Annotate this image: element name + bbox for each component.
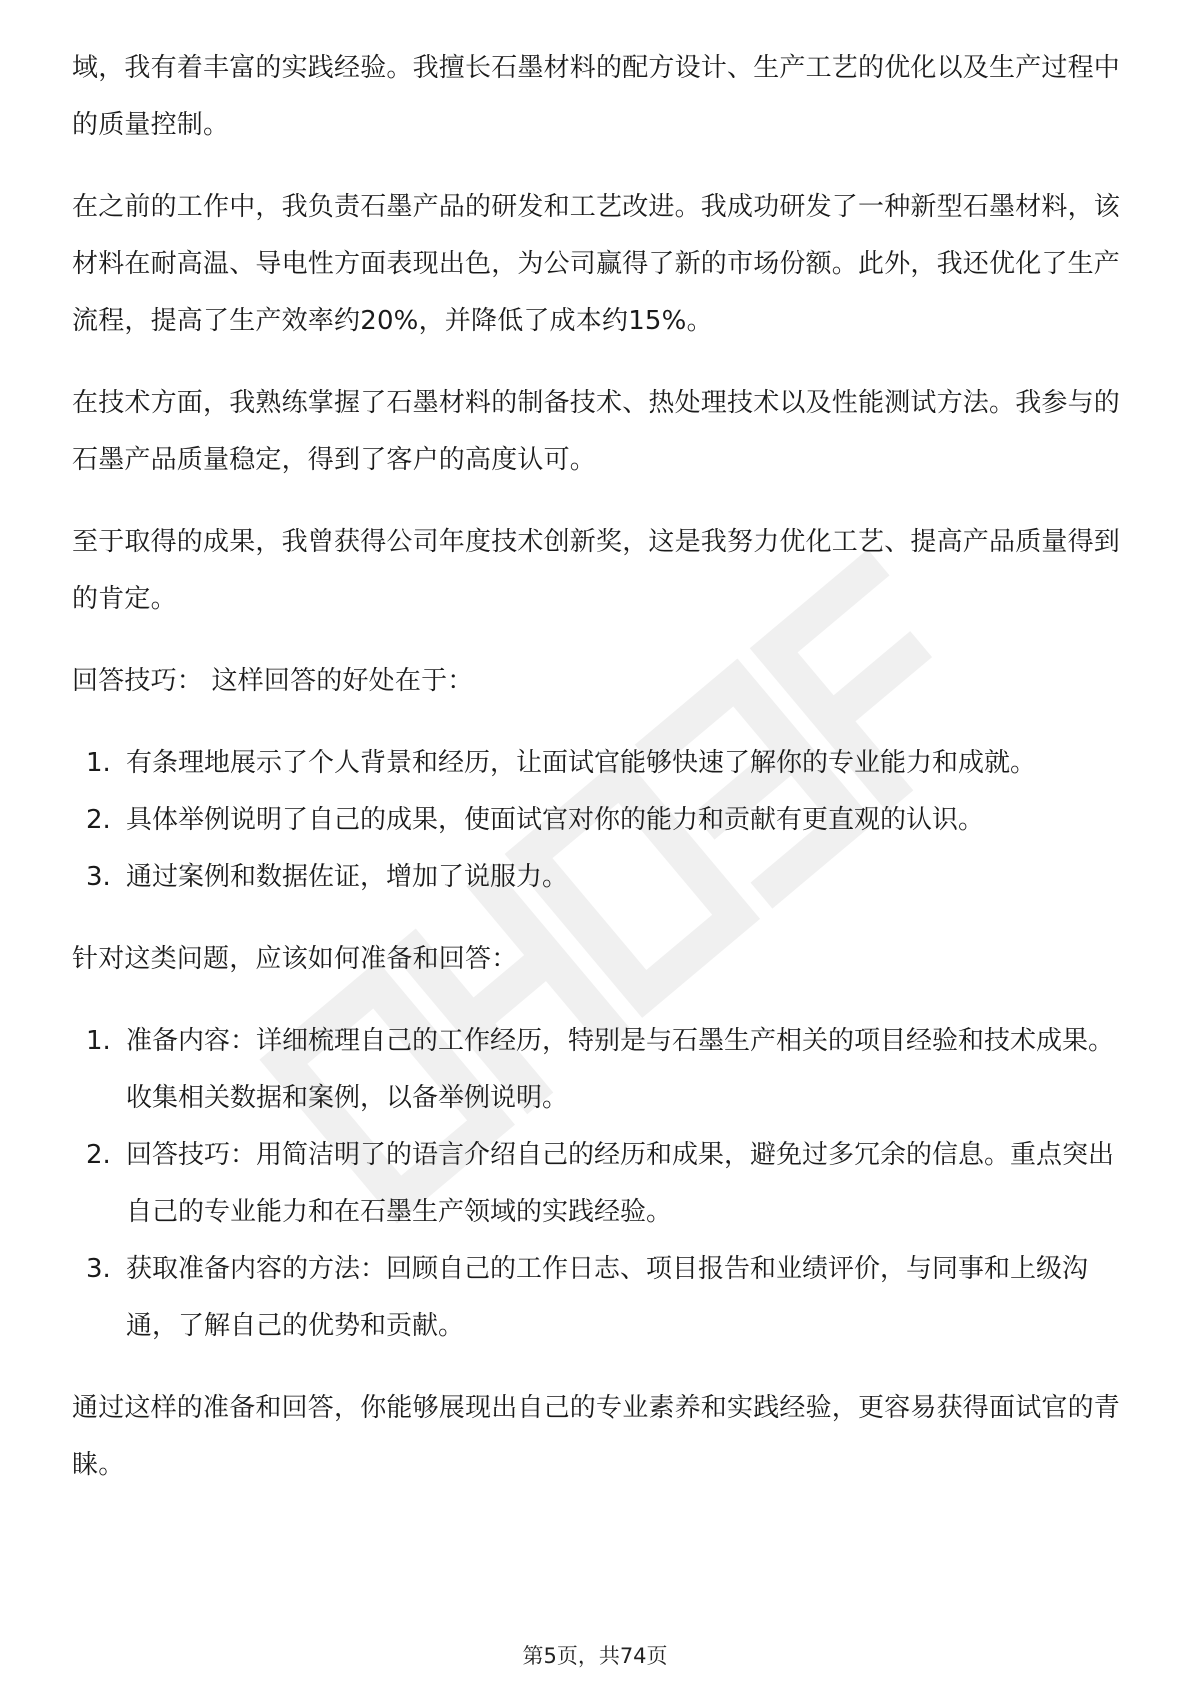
list-item-text: 通过案例和数据佐证，增加了说服力。	[126, 862, 569, 892]
tips-list	[72, 735, 1122, 906]
paragraph-closing: 通过这样的准备和回答，你能够展现出自己的专业素养和实践经验，更容易获得面试官的青睐。	[72, 1393, 1121, 1480]
list-item	[72, 1241, 1122, 1355]
list-number: 1.	[86, 1026, 111, 1056]
list-item-text: 回答技巧：用简洁明了的语言介绍自己的经历和成果，避免过多冗余的信息。重点突出自己的专业能力和在石墨生产领域的实践经验。	[126, 1140, 1115, 1227]
list-number: 3.	[86, 862, 111, 892]
paragraph-technical-skills: 在技术方面，我熟练掌握了石墨材料的制备技术、热处理技术以及性能测试方法。我参与的石墨产品质量稳定，得到了客户的高度认可。	[72, 388, 1121, 475]
list-item	[72, 1013, 1122, 1127]
page-footer: 第5页，共74页	[522, 1644, 668, 1668]
list-item-text: 具体举例说明了自己的成果，使面试官对你的能力和贡献有更直观的认识。	[126, 805, 985, 835]
tips-heading: 回答技巧： 这样回答的好处在于：	[72, 666, 474, 696]
prep-heading: 针对这类问题，应该如何准备和回答：	[72, 944, 518, 974]
list-item-text: 准备内容：详细梳理自己的工作经历，特别是与石墨生产相关的项目经验和技术成果。收集相关数据和案例，以备举例说明。	[126, 1026, 1115, 1113]
list-item-text: 获取准备内容的方法：回顾自己的工作日志、项目报告和业绩评价，与同事和上级沟通，了解自己的优势和贡献。	[126, 1254, 1089, 1341]
list-item-text: 有条理地展示了个人背景和经历，让面试官能够快速了解你的专业能力和成就。	[126, 748, 1037, 778]
list-item	[72, 792, 1122, 849]
list-item	[72, 735, 1122, 792]
prep-list	[72, 1013, 1122, 1355]
paragraph-achievements: 至于取得的成果，我曾获得公司年度技术创新奖，这是我努力优化工艺、提高产品质量得到的肯定。	[72, 527, 1121, 614]
list-number: 1.	[86, 748, 111, 778]
paragraph-work-experience: 在之前的工作中，我负责石墨产品的研发和工艺改进。我成功研发了一种新型石墨材料，该材料在耐高温、导电性方面表现出色，为公司赢得了新的市场份额。此外，我还优化了生产流程，提高了生产效率约20%，并降低了成本约15%。	[72, 192, 1121, 336]
list-item	[72, 1127, 1122, 1241]
list-number: 2.	[86, 1140, 111, 1170]
paragraph-intro: 域，我有着丰富的实践经验。我擅长石墨材料的配方设计、生产工艺的优化以及生产过程中的质量控制。	[72, 53, 1121, 140]
document-body	[72, 40, 1122, 1519]
list-item	[72, 849, 1122, 906]
list-number: 2.	[86, 805, 111, 835]
list-number: 3.	[86, 1254, 111, 1284]
